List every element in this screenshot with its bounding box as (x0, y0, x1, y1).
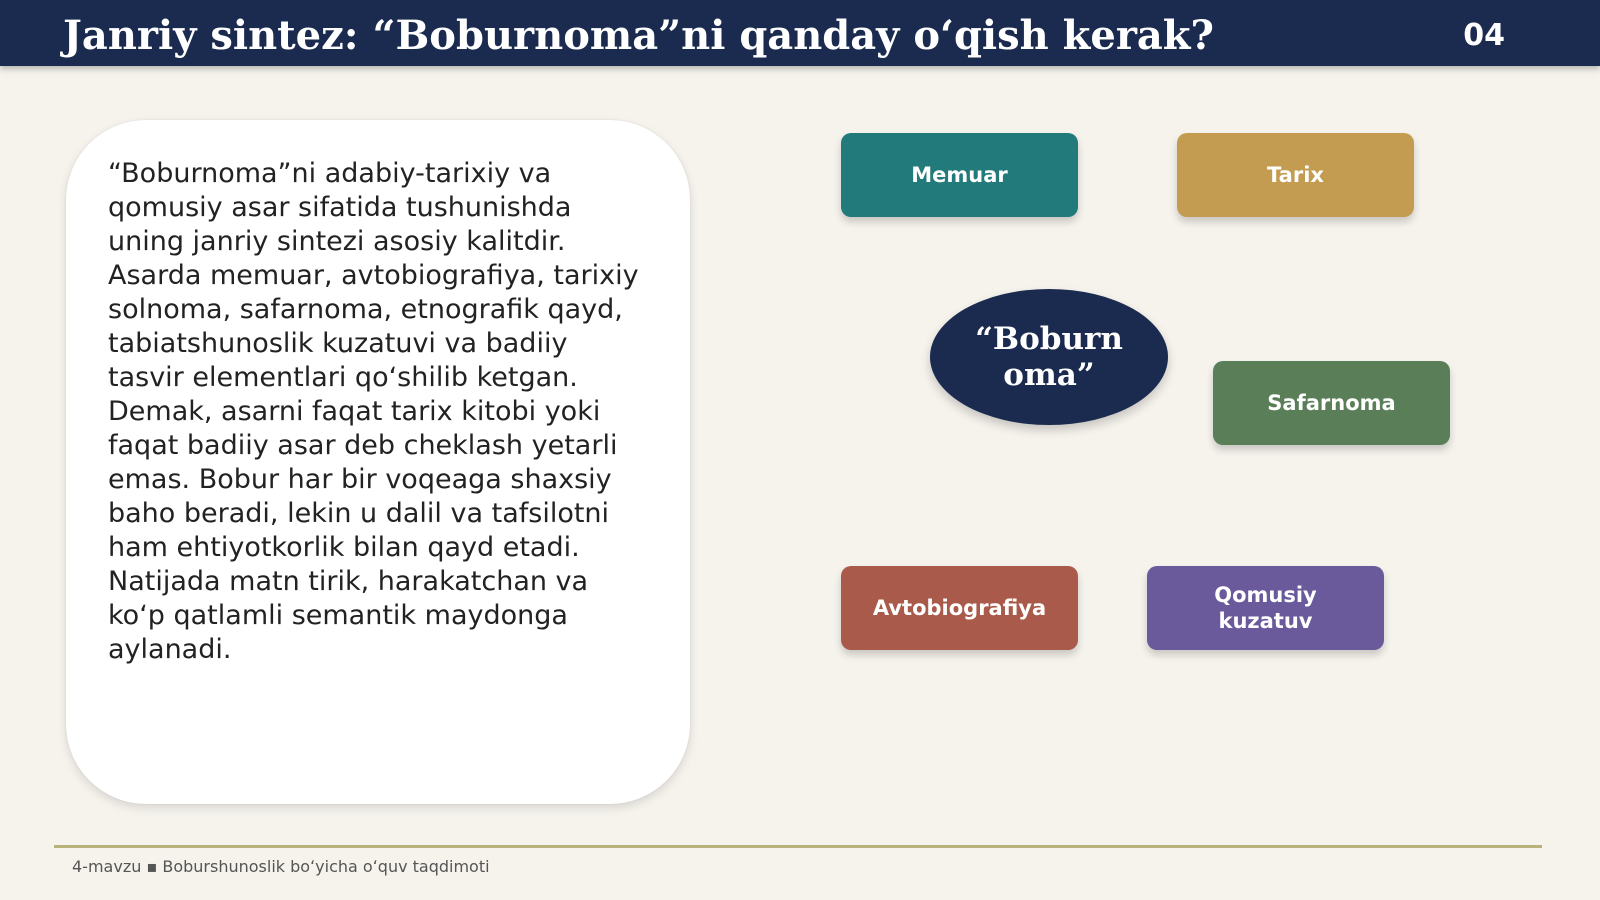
node-qomusiy-kuzatuv: Qomusiy kuzatuv (1147, 566, 1384, 650)
footer-text: 4-mavzu ▪ Boburshunoslik boʻyicha oʻquv taqdimoti (72, 857, 490, 876)
node-tarix: Tarix (1177, 133, 1414, 217)
center-node (930, 289, 1168, 425)
node-safarnoma: Safarnoma (1213, 361, 1450, 445)
footer-divider (54, 845, 1542, 848)
slide-number: 04 (1463, 18, 1505, 53)
node-avtobiografiya: Avtobiografiya (841, 566, 1078, 650)
header-bar (0, 0, 1600, 66)
center-node-label: “Boburnoma” (975, 321, 1123, 393)
slide-title: Janriy sintez: “Boburnoma”ni qanday oʻqish kerak? (63, 12, 1214, 59)
node-memuar: Memuar (841, 133, 1078, 217)
card-text: “Boburnoma”ni adabiy-tarixiy va qomusiy asar sifatida tushunishda uning janriy sintezi asosiy kalitdir. Asarda memuar, avtobiografiya, tarixiy solnoma, safarnoma, etnografik qayd, tabiatshunoslik kuzatuvi va badiiy tasvir elementlari qoʻshilib ketgan. Demak, asarni faqat tarix kitobi yoki faqat badiiy asar deb cheklash yetarli emas. Bobur har bir voqeaga shaxsiy baho beradi, lekin u dalil va tafsilotni ham ehtiyotkorlik bilan qayd etadi. Natijada matn tirik, harakatchan va koʻp qatlamli semantik maydonga aylanadi. (108, 158, 639, 665)
text-card (66, 120, 690, 804)
